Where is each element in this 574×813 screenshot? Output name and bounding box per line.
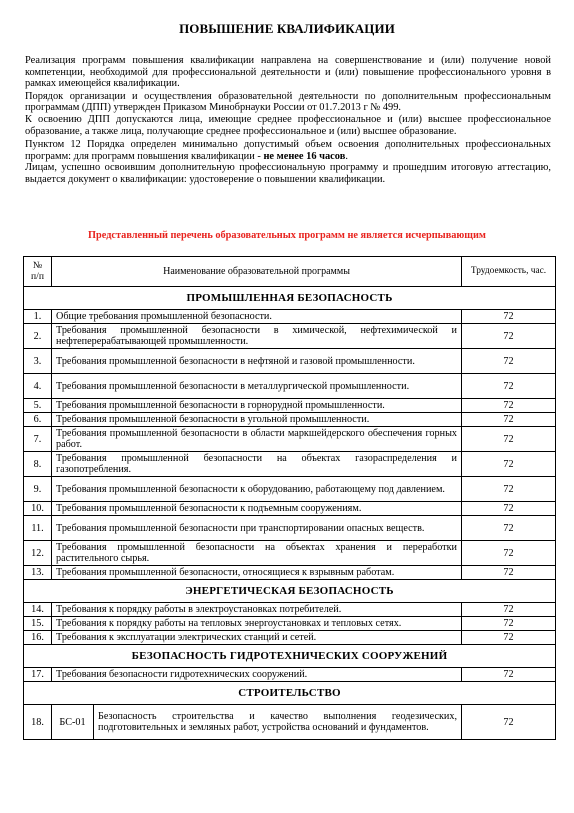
minimum-hours-end: .: [345, 150, 348, 162]
row-name: Требования к порядку работы на тепловых энергоустановках и тепловых сетях.: [52, 617, 462, 631]
row-name: Требования промышленной безопасности на объектах газораспределения и газопотребления.: [52, 452, 462, 477]
row-num: 9.: [24, 477, 52, 502]
table-row: [24, 413, 556, 427]
row-hours: 72: [462, 477, 556, 502]
intro-paragraph-minimum-hours: [25, 139, 551, 162]
intro-text: [25, 55, 551, 186]
intro-paragraph-admission: К освоению ДПП допускаются лица, имеющие среднее профессиональное и (или) высшее профессиональное образование, а также лица, получающие среднее профессиональное и (или) высшее образование.: [25, 113, 551, 137]
row-num: 11.: [24, 516, 52, 541]
row-hours: 72: [462, 617, 556, 631]
row-name: Требования промышленной безопасности к оборудованию, работающему под давлением.: [52, 477, 462, 502]
row-name: Безопасность строительства и качество выполнения геодезических, подготовительных и земляных работ, устройства оснований и фундаментов.: [94, 705, 462, 740]
row-hours: 72: [462, 452, 556, 477]
row-hours: 72: [462, 603, 556, 617]
row-name: Требования к порядку работы в электроустановках потребителей.: [52, 603, 462, 617]
row-num: 12.: [24, 541, 52, 566]
section-title: БЕЗОПАСНОСТЬ ГИДРОТЕХНИЧЕСКИХ СООРУЖЕНИЙ: [24, 645, 556, 668]
row-name: Требования промышленной безопасности в химической, нефтехимической и нефтеперерабатывающей промышленности.: [52, 324, 462, 349]
row-hours: 72: [462, 399, 556, 413]
table-row: [24, 603, 556, 617]
row-name: Требования к эксплуатации электрических станций и сетей.: [52, 631, 462, 645]
intro-paragraph-certificate: Лицам, успешно освоившим дополнительную профессиональную программу и прошедшим итоговую аттестацию, выдается документ о квалификации: удостоверение о повышении квалификации.: [25, 162, 551, 185]
row-hours: 72: [462, 502, 556, 516]
table-row: [24, 631, 556, 645]
minimum-hours-value: не менее 16 часов: [263, 150, 346, 162]
row-num: 8.: [24, 452, 52, 477]
table-row: [24, 705, 556, 740]
section-row: [24, 645, 556, 668]
programs-table: [23, 256, 556, 740]
row-name: Требования промышленной безопасности на объектах хранения и переработки растительного сырья.: [52, 541, 462, 566]
row-num: 1.: [24, 310, 52, 324]
row-num: 3.: [24, 349, 52, 374]
intro-paragraph-order: Порядок организации и осуществления образовательной деятельности по дополнительным профессиональным программам (ДПП) утвержден Приказом Минобрнауки России от 01.7.2013 г № 499.: [25, 90, 551, 114]
row-num: 10.: [24, 502, 52, 516]
row-num: 14.: [24, 603, 52, 617]
table-row: [24, 310, 556, 324]
table-row: [24, 502, 556, 516]
table-row: [24, 452, 556, 477]
row-name: Требования промышленной безопасности в угольной промышленности.: [52, 413, 462, 427]
row-num: 17.: [24, 668, 52, 682]
row-hours: 72: [462, 566, 556, 580]
row-hours: 72: [462, 631, 556, 645]
row-num: 13.: [24, 566, 52, 580]
notice-not-exhaustive: Представленный перечень образовательных программ не является исчерпывающим: [88, 230, 486, 241]
table-row: [24, 617, 556, 631]
row-num: 18.: [24, 705, 52, 740]
row-name: Требования промышленной безопасности в металлургической промышленности.: [52, 374, 462, 399]
intro-paragraph-purpose: Реализация программ повышения квалификации направлена на совершенствование и (или) получение новой компетенции, необходимой для профессиональной деятельности и (или) повышение профессионального уровня в рамках имеющейся квалификации.: [25, 55, 551, 90]
table-row: [24, 374, 556, 399]
row-num: 16.: [24, 631, 52, 645]
row-hours: 72: [462, 705, 556, 740]
table-row: [24, 668, 556, 682]
table-row: [24, 399, 556, 413]
row-name: Требования промышленной безопасности при транспортировании опасных веществ.: [52, 516, 462, 541]
table-row: [24, 566, 556, 580]
row-hours: 72: [462, 413, 556, 427]
row-hours: 72: [462, 349, 556, 374]
row-name: Требования промышленной безопасности, относящиеся к взрывным работам.: [52, 566, 462, 580]
row-hours: 72: [462, 310, 556, 324]
row-hours: 72: [462, 516, 556, 541]
row-name: Требования промышленной безопасности в области маркшейдерского обеспечения горных работ.: [52, 427, 462, 452]
row-hours: 72: [462, 668, 556, 682]
table-row: [24, 541, 556, 566]
row-hours: 72: [462, 374, 556, 399]
header-name: Наименование образовательной программы: [52, 257, 462, 287]
section-title: СТРОИТЕЛЬСТВО: [24, 682, 556, 705]
section-row: [24, 580, 556, 603]
row-code: БС-01: [52, 705, 94, 740]
header-num: № п/п: [24, 257, 52, 287]
section-title: ЭНЕРГЕТИЧЕСКАЯ БЕЗОПАСНОСТЬ: [24, 580, 556, 603]
row-num: 4.: [24, 374, 52, 399]
section-title: ПРОМЫШЛЕННАЯ БЕЗОПАСНОСТЬ: [24, 287, 556, 310]
table-row: [24, 477, 556, 502]
row-num: 6.: [24, 413, 52, 427]
table-header-row: [24, 257, 556, 287]
table-row: [24, 427, 556, 452]
table-row: [24, 324, 556, 349]
row-num: 2.: [24, 324, 52, 349]
row-name: Требования безопасности гидротехнических сооружений.: [52, 668, 462, 682]
row-num: 5.: [24, 399, 52, 413]
minimum-hours-text: Пунктом 12 Порядка определен минимально допустимый объем освоения дополнительных профессиональных программ: для программ повышения квалификации -: [25, 139, 551, 162]
row-num: 15.: [24, 617, 52, 631]
row-name: Требования промышленной безопасности в горнорудной промышленности.: [52, 399, 462, 413]
table-row: [24, 349, 556, 374]
section-row: [24, 682, 556, 705]
row-hours: 72: [462, 324, 556, 349]
section-row: [24, 287, 556, 310]
row-name: Общие требования промышленной безопасности.: [52, 310, 462, 324]
page-title: ПОВЫШЕНИЕ КВАЛИФИКАЦИИ: [179, 21, 395, 36]
row-num: 7.: [24, 427, 52, 452]
header-hours: Трудоемкость, час.: [462, 257, 556, 287]
row-hours: 72: [462, 427, 556, 452]
row-name: Требования промышленной безопасности к подъемным сооружениям.: [52, 502, 462, 516]
table-row: [24, 516, 556, 541]
row-hours: 72: [462, 541, 556, 566]
row-name: Требования промышленной безопасности в нефтяной и газовой промышленности.: [52, 349, 462, 374]
